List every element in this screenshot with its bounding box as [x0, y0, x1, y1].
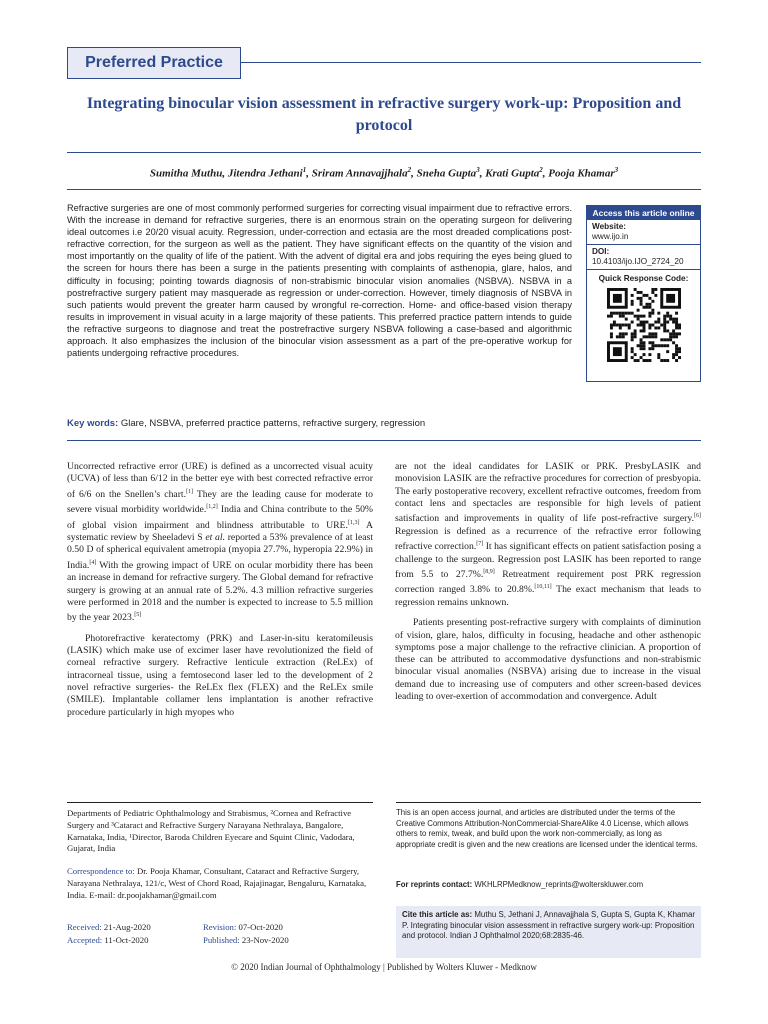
citation-ref[interactable]: [10,11]	[534, 584, 552, 591]
keywords	[67, 418, 701, 430]
author-affil-sup: 1	[302, 166, 307, 174]
website-label: Website:	[592, 222, 626, 231]
body-paragraph: Photorefractive keratectomy (PRK) and Laser-in-situ keratomileusis (LASIK) which make use of excimer laser have revolutionized the field of corneal refractive surgery. Refractive lenticule extraction (ReLEx) of intracorneal tissue, using a femtosecond laser led to the development of 2 novel refractive surgeries- the ReLEx flex (FLEX) and the ReLEx smile (SMILE). Implantable collamer lens implantation is another refractive procedure particularly in high myopes who	[67, 632, 373, 718]
author-name: Sumitha Muthu	[149, 167, 223, 180]
abstract: Refractive surgeries are one of most commonly performed surgeries for correcting visual impairment due to refractive errors. With the increase in demand for refractive surgeries, there is an enormous strain on the operating surgeon for delivering ideal outcomes i.e 20/20 visual acuity. Regression, under-correction and ectasia are the most dreaded complications post-refractive correction, for the surgeon as well as the patient. They have significant effects on the quantity of the vision and most importantly on the quality of life of the patient. With the advent of digital era and jobs requiring the eyes being glued to the screen for hours there has been a surge in the patients presenting with complaints of asthenopia, glare, halos, and difficulty in focusing; pointing towards diagnosis of non-strabismic binocular vision anomalies (NSBVA). NSBVA in a postrefractive surgery patient may masquerade as regression or under-correction. However, timely diagnosis of NSBVA in such patients would prevent the greater harm caused by wrongful re-correction. Home- and office-based vision therapy results in improvement in visual acuity in a large majority of these patients. This preferred practice pattern intends to guide the refractive surgeons to diagnose and treat the postrefractive surgery NSBVA following a case-based and algorithmic approach. It also emphasizes the inclusion of the binocular vision assessment as a part of the pre-operative workup for patients undergoing refractive procedures.	[67, 203, 572, 359]
body-right-column	[395, 461, 701, 711]
footnote-divider-right	[396, 802, 701, 803]
received-date: Received: 21-Aug-2020	[67, 922, 151, 932]
author-name: Pooja Khamar	[548, 167, 615, 180]
author-name: Sneha Gupta	[416, 167, 477, 180]
cite-label: Cite this article as:	[402, 910, 473, 919]
author-name: Jitendra Jethani	[227, 167, 303, 180]
citation-ref[interactable]: [5]	[134, 612, 142, 619]
author-affil-sup: 2	[539, 166, 543, 174]
body-paragraph: Uncorrected refractive error (URE) is defined as a uncorrected visual acuity (UCVA) of less than 6/12 in the better eye with best corrected refractive error of 6/6 on the Snellen’s chart.[1] They are the leading cause for moderate to severe visual morbidity worldwide.[1,2] India and China contribute to the 50% of global vision impairment and blindness attributable to URE.[1,3] A systematic review by Sheeladevi S et al. reported a 53% prevalence of at least 0.50 D of spherical equivalent ametropia (myopia 27.7%, hyperopia 22.9%) in India.[4] With the growing impact of URE on ocular morbidity there has been an increase in demand for refractive surgery. The Global demand for refractive surgery is growing at an annual rate of 5.2%. 4.3 million refractive surgeries were performed in 2018 and the number is expected to increase to 5.5 million by the year 2023.[5]	[67, 461, 374, 624]
author-name: Sriram Annavajjhala	[311, 167, 408, 180]
doi-label: DOI:	[592, 247, 610, 256]
reprints-email[interactable]: WKHLRPMedknow_reprints@wolterskluwer.com	[472, 880, 644, 889]
published-date: Published: 23-Nov-2020	[203, 935, 289, 945]
section-tag: Preferred Practice	[67, 47, 241, 79]
affiliations: Departments of Pediatric Ophthalmology and Strabismus, ²Cornea and Refractive Surgery and ³Cataract and Refractive Surgery Narayana Nethralaya, Bangalore, Karnataka, India, ¹Director, Baroda Children Eyecare and Squint Clinic, Vadodara, Gujarat, India	[67, 808, 355, 854]
keywords-label: Key words:	[67, 418, 119, 429]
authors-divider	[67, 189, 701, 190]
correspondence-label: Correspondence to:	[67, 866, 135, 876]
body-paragraph: are not the ideal candidates for LASIK or PRK. PresbyLASIK and monovision LASIK are the refractive procedures for correction of presbyopia. The early postoperative recovery, excellent refractive outcomes, freedom from contact lens and spectacles are responsible for high levels of patient satisfaction and improvements in quality of life post-refractive surgery.[6] Regression is defined as a recurrence of the refractive error following refractive correction.[7] It has significant effects on patient satisfaction posing a challenge to the surgeon. Regression post LASIK has been reported to range from 5.5 to 27.7%.[8,9] Retreatment requirement post PRK regression correction ranged 3.8% to 20.8%.[10,11] The exact mechanism that leads to regression remains unknown.	[395, 461, 701, 608]
license-text: This is an open access journal, and articles are distributed under the terms of the Creative Commons Attribution-NonCommercial-ShareAlike 4.0 License, which allows others to remix, tweak, and build upon the work non-commercially, as long as appropriate credit is given and the new creations are licensed under the identical terms.	[396, 808, 698, 849]
body-left-column	[67, 461, 373, 727]
title-divider	[67, 152, 701, 153]
page-footer: © 2020 Indian Journal of Ophthalmology | Published by Wolters Kluwer - Medknow	[231, 962, 537, 972]
citation-ref[interactable]: [1,3]	[347, 519, 360, 526]
article-title: Integrating binocular vision assessment in refractive surgery work-up: Proposition and protocol	[86, 95, 682, 134]
keywords-divider	[67, 440, 701, 441]
citation-ref[interactable]: [1,2]	[206, 504, 218, 511]
author-affil-sup: 2	[407, 166, 412, 174]
header-rule	[241, 62, 701, 63]
body-paragraph: Patients presenting post-refractive surgery with complaints of diminution of vision, glare, halos, difficulty in focusing, headache and other asthenopic symptoms pose a major challenge to the refractive clinician. A proportion of these can be attributed to accommodative dysfunctions and non-strabismic binocular visual anomalies (NSBVA) arising due to increase in the visual demand due to increasing use of computers and other screen-based devices leading to over-exertion of accommodation and convergence. Adult	[395, 617, 701, 702]
accepted-date: Accepted: 11-Oct-2020	[67, 935, 149, 945]
footnote-divider-left	[67, 802, 373, 803]
citation-ref[interactable]: [4]	[89, 559, 97, 566]
access-box-header: Access this article online	[587, 206, 700, 220]
doi-link[interactable]: 10.4103/ijo.IJO_2724_20	[592, 257, 684, 266]
citation-ref[interactable]: [7]	[476, 541, 484, 548]
author-name: Krati Gupta	[485, 167, 540, 180]
revision-date: Revision: 07-Oct-2020	[203, 922, 283, 932]
citation-ref[interactable]: [8,9]	[483, 568, 495, 575]
doi-row	[587, 245, 700, 270]
citation-ref[interactable]: [6]	[694, 513, 701, 520]
author-affil-sup: 3	[614, 166, 619, 174]
reprints-label: For reprints contact:	[396, 880, 473, 889]
correspondence-text: Dr. Pooja Khamar, Consultant, Cataract and Refractive Surgery, Narayana Nethralaya, 121/c, West of Chord Road, Rajajinagar, Bengaluru, Karnataka, India. E-mail: dr.poojakhamar@gmail.com	[67, 866, 367, 900]
author-list: Sumitha Muthu, Jitendra Jethani$^1$, Sriram Annavajjhala$^2$, Sneha Gupta$^3$, Krati Gupta$^2$, Pooja Khamar$^3$	[149, 166, 619, 180]
correspondence	[67, 866, 373, 901]
qr-label: Quick Response Code:	[598, 274, 689, 283]
cite-text: Muthu S, Jethani J, Annavajjhala S, Gupta S, Gupta K, Khamar P. Integrating binocular vision assessment in refractive surgery work-up: Proposition and protocol. Indian J Ophthalmol 2020;68:2835-46.	[402, 910, 695, 941]
cite-box	[396, 906, 701, 958]
keywords-text: Glare, NSBVA, preferred practice patterns, refractive surgery, regression	[120, 418, 426, 429]
author-affil-sup: 3	[476, 166, 480, 174]
reprints-contact	[396, 880, 701, 891]
website-row	[587, 220, 700, 245]
qr-code-icon[interactable]	[607, 288, 681, 362]
citation-ref[interactable]: [1]	[186, 488, 194, 495]
website-link[interactable]: www.ijo.in	[592, 232, 629, 241]
access-article-box	[586, 205, 701, 382]
